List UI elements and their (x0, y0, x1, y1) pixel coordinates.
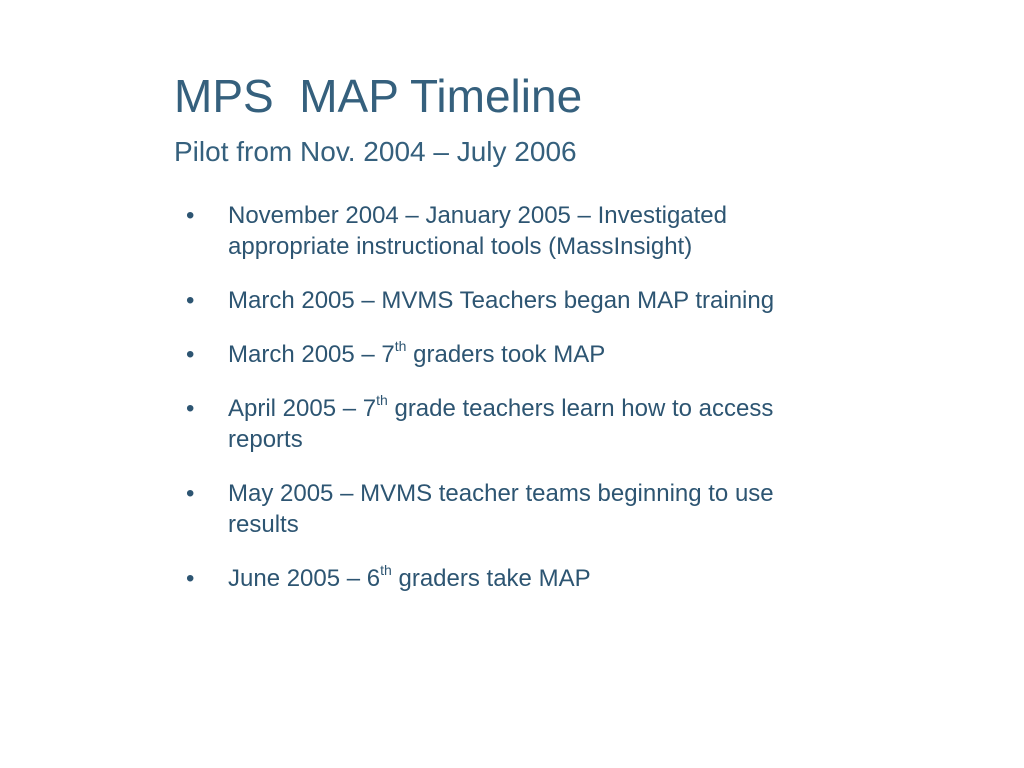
bullet-text-cont: graders take MAP (391, 565, 591, 592)
bullet-text: November 2004 – January 2005 – Investigated appropriate instructional tools (MassInsight) (228, 202, 727, 260)
bullet-text: May 2005 – MVMS teacher teams beginning to use results (228, 480, 774, 538)
bullet-marker: • (186, 341, 195, 368)
bullet-text: June 2005 – 6 (228, 565, 381, 592)
ordinal-suffix: th (380, 562, 392, 578)
bullet-item-mar-2005-training (186, 285, 836, 316)
bullet-item-mar-2005-graders (186, 339, 836, 370)
bullet-text-cont: grade teachers learn how to access reports (228, 395, 774, 453)
bullet-text: March 2005 – 7 (228, 341, 395, 368)
timeline-bullet-list (186, 200, 836, 617)
bullet-item-may-2005 (186, 478, 836, 540)
bullet-item-apr-2005 (186, 393, 836, 455)
bullet-marker: • (186, 565, 195, 592)
bullet-marker: • (186, 287, 195, 314)
bullet-text-cont: graders took MAP (406, 341, 606, 368)
ordinal-suffix: th (376, 392, 388, 408)
bullet-marker: • (186, 395, 195, 422)
slide-title: MPS MAP Timeline (174, 70, 583, 122)
bullet-marker: • (186, 202, 195, 229)
bullet-item-jun-2005 (186, 563, 836, 594)
ordinal-suffix: th (394, 338, 407, 354)
bullet-text: April 2005 – 7 (228, 395, 377, 422)
slide-subtitle: Pilot from Nov. 2004 – July 2006 (174, 136, 577, 167)
bullet-text: March 2005 – MVMS Teachers began MAP training (228, 287, 775, 314)
bullet-marker: • (186, 480, 195, 507)
bullet-item-nov-2004 (186, 200, 836, 262)
